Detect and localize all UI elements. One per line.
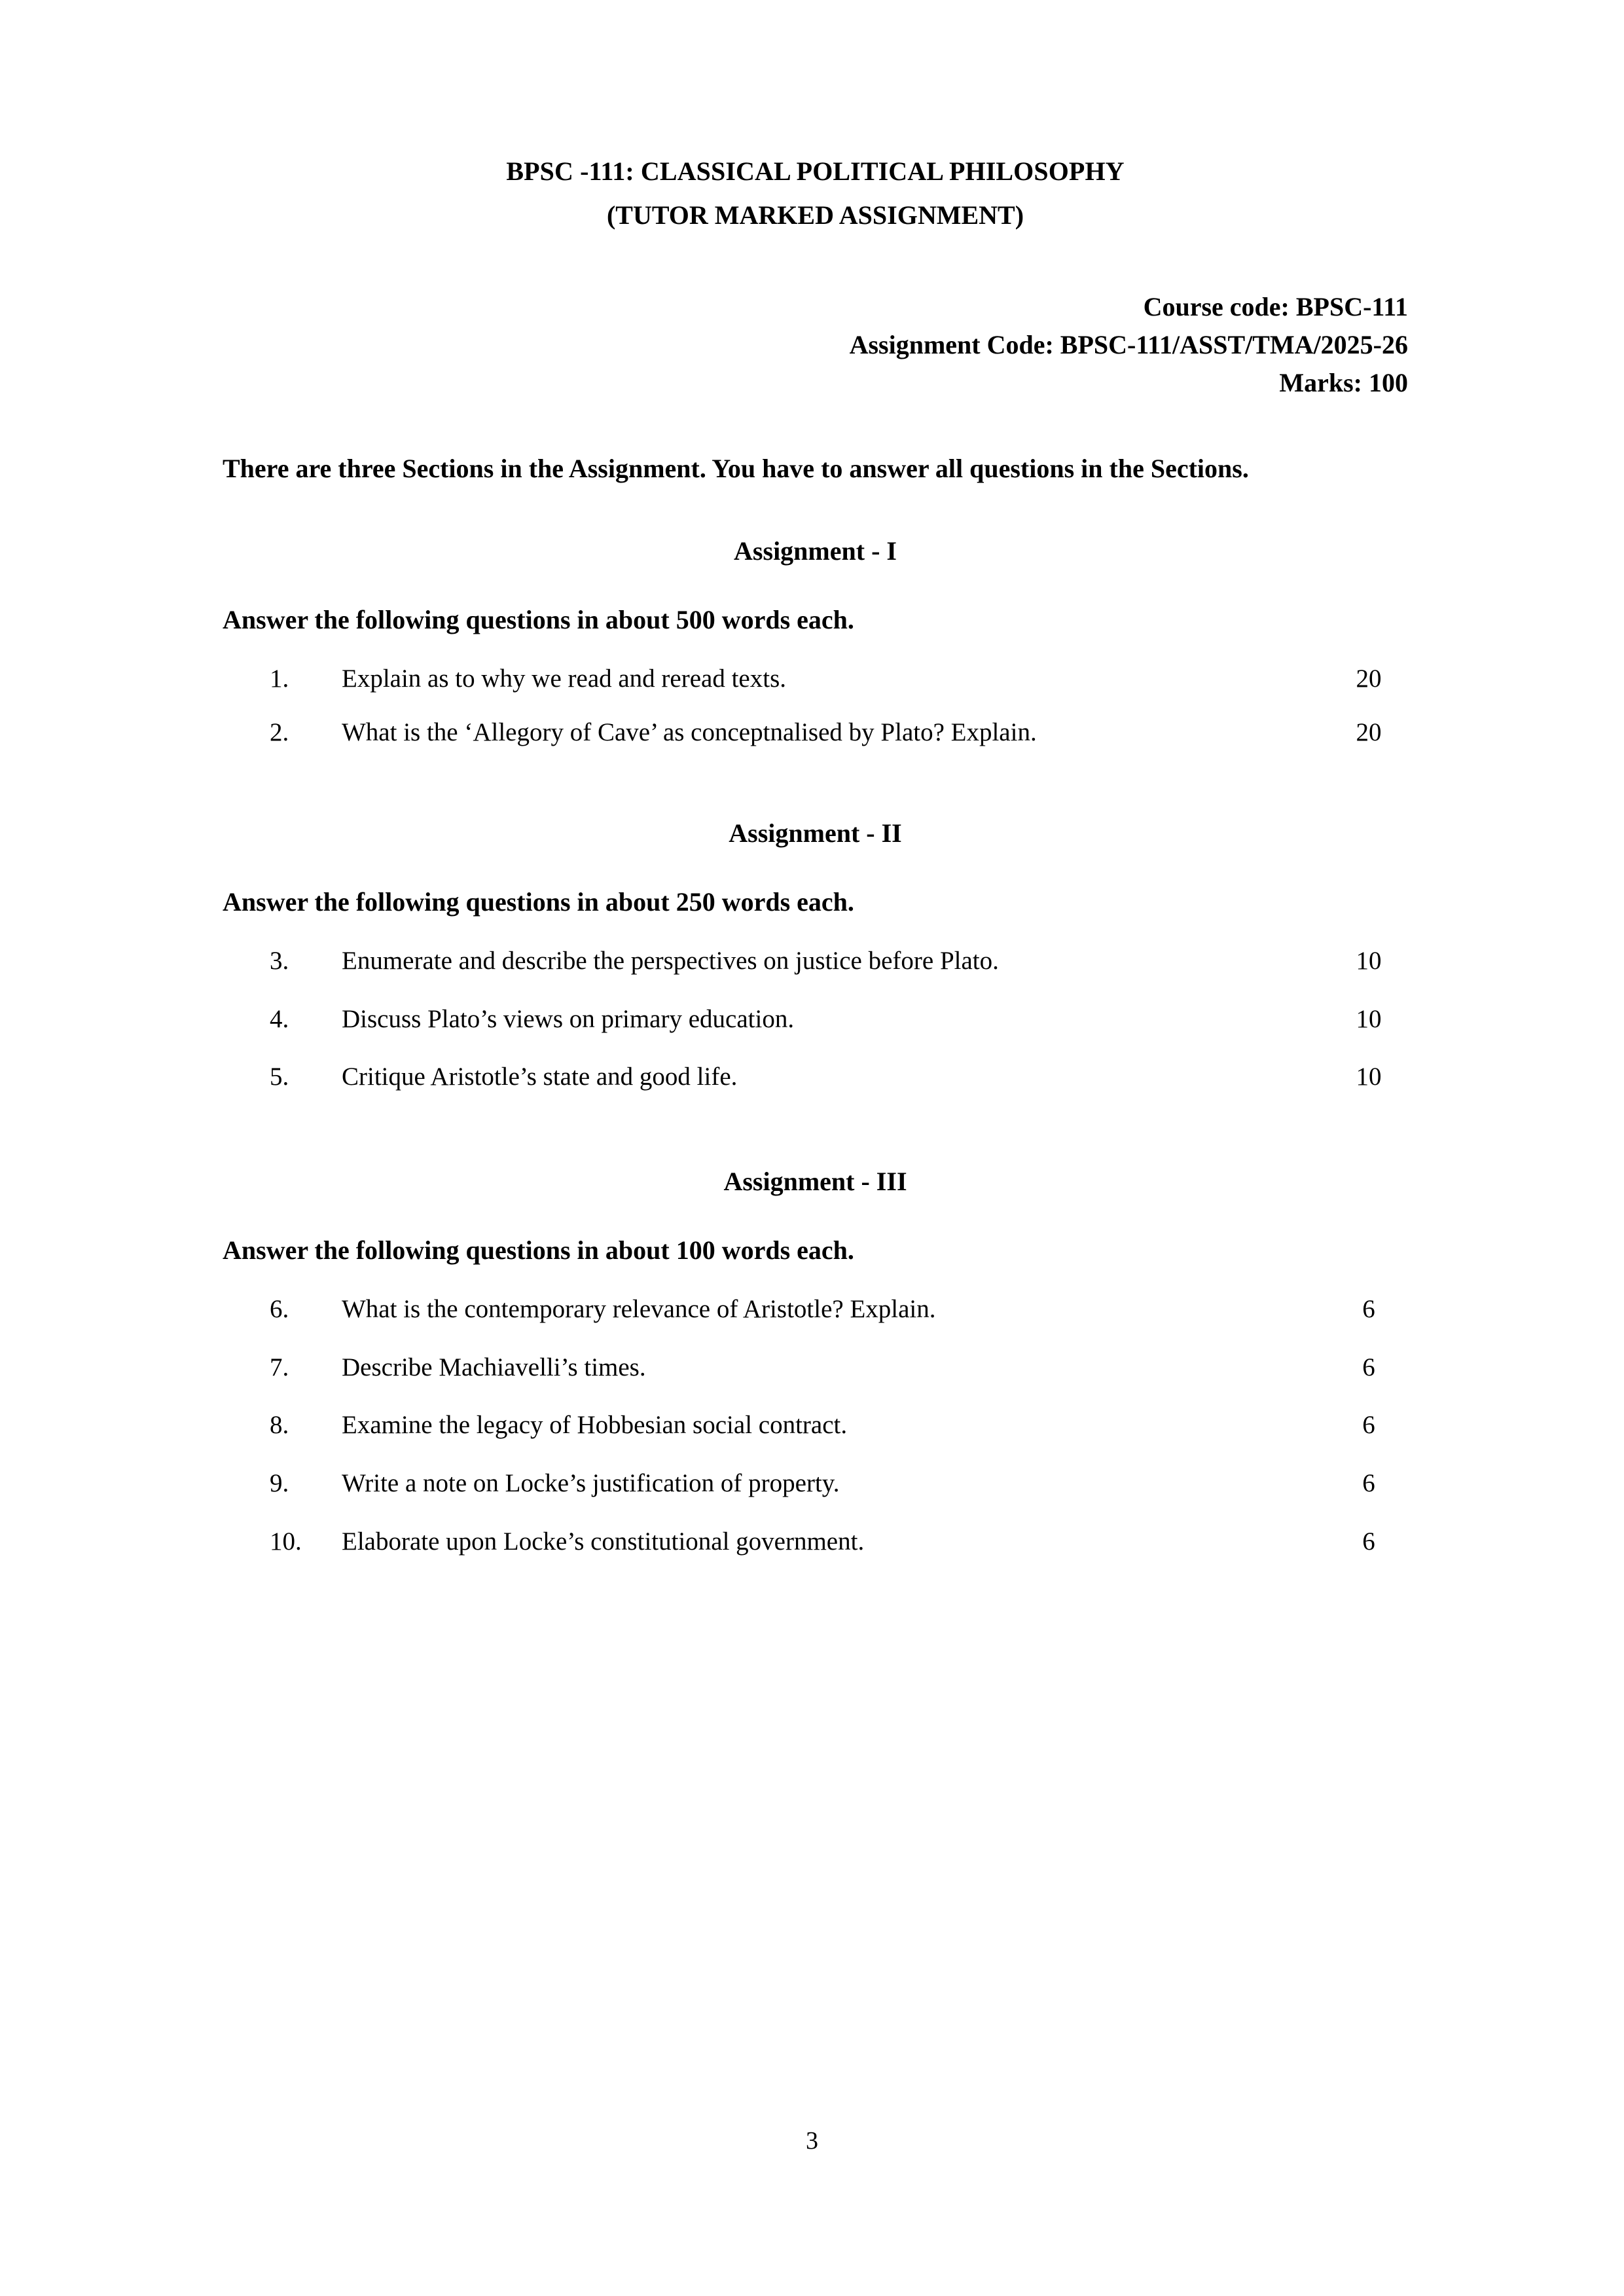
list-item	[223, 1061, 1408, 1119]
page-subtitle: (TUTOR MARKED ASSIGNMENT)	[606, 200, 1024, 230]
section-instruction: Answer the following questions in about 250 words each.	[223, 886, 854, 917]
question-text: Explain as to why we read and reread texts.	[342, 664, 786, 693]
question-text: What is the contemporary relevance of Aristotle? Explain.	[342, 1295, 936, 1323]
question-number: 1.	[270, 664, 289, 693]
question-marks: 10	[1356, 1004, 1382, 1033]
question-marks: 10	[1356, 1063, 1382, 1091]
list-item	[223, 1467, 1408, 1525]
question-marks: 6	[1362, 1411, 1375, 1440]
page-number: 3	[806, 2127, 818, 2155]
question-marks: 10	[1356, 946, 1382, 975]
question-text: What is the ‘Allegory of Cave’ as conceptnalised by Plato? Explain.	[342, 718, 1037, 747]
question-number: 7.	[270, 1353, 289, 1381]
question-marks: 6	[1362, 1353, 1375, 1381]
section-assignment-i	[223, 536, 1408, 771]
list-item	[223, 1409, 1408, 1467]
question-number: 6.	[270, 1295, 289, 1323]
question-number: 3.	[270, 946, 289, 975]
question-text: Examine the legacy of Hobbesian social contract.	[342, 1411, 848, 1440]
question-number: 5.	[270, 1063, 289, 1091]
list-item	[223, 663, 1408, 717]
assignment-code: Assignment Code: BPSC-111/ASST/TMA/2025-26	[849, 330, 1408, 360]
section-instruction: Answer the following questions in about 500 words each.	[223, 604, 854, 634]
section-heading: Assignment - II	[729, 818, 902, 848]
question-list	[223, 1293, 1408, 1583]
question-text: Elaborate upon Locke’s constitutional government.	[342, 1527, 865, 1556]
list-item	[223, 1003, 1408, 1061]
question-marks: 6	[1362, 1469, 1375, 1498]
question-list	[223, 663, 1408, 771]
question-marks: 6	[1362, 1527, 1375, 1556]
question-text: Describe Machiavelli’s times.	[342, 1353, 646, 1381]
question-text: Enumerate and describe the perspectives on justice before Plato.	[342, 946, 999, 975]
question-text: Write a note on Locke’s justification of property.	[342, 1469, 840, 1498]
section-instruction: Answer the following questions in about 100 words each.	[223, 1235, 854, 1265]
list-item	[223, 716, 1408, 771]
total-marks: Marks: 100	[1279, 368, 1408, 398]
list-item	[223, 1351, 1408, 1410]
question-number: 2.	[270, 718, 289, 747]
question-list	[223, 945, 1408, 1119]
question-number: 9.	[270, 1469, 289, 1498]
question-marks: 20	[1356, 664, 1382, 693]
section-heading: Assignment - III	[723, 1167, 907, 1196]
question-number: 4.	[270, 1004, 289, 1033]
section-assignment-ii	[223, 818, 1408, 1119]
list-item	[223, 945, 1408, 1003]
page-title: BPSC -111: CLASSICAL POLITICAL PHILOSOPHY	[506, 156, 1125, 186]
assignment-instructions: There are three Sections in the Assignment. You have to answer all questions in the Sections.	[223, 454, 1249, 484]
section-assignment-iii	[223, 1166, 1408, 1583]
course-code: Course code: BPSC-111	[1143, 292, 1408, 322]
list-item	[223, 1525, 1408, 1584]
section-heading: Assignment - I	[734, 536, 897, 566]
question-number: 8.	[270, 1411, 289, 1440]
assignment-meta	[223, 288, 1408, 402]
question-marks: 6	[1362, 1295, 1375, 1323]
question-text: Discuss Plato’s views on primary education.	[342, 1004, 795, 1033]
question-text: Critique Aristotle’s state and good life.	[342, 1063, 738, 1091]
list-item	[223, 1293, 1408, 1351]
question-marks: 20	[1356, 718, 1382, 747]
question-number: 10.	[270, 1527, 302, 1556]
